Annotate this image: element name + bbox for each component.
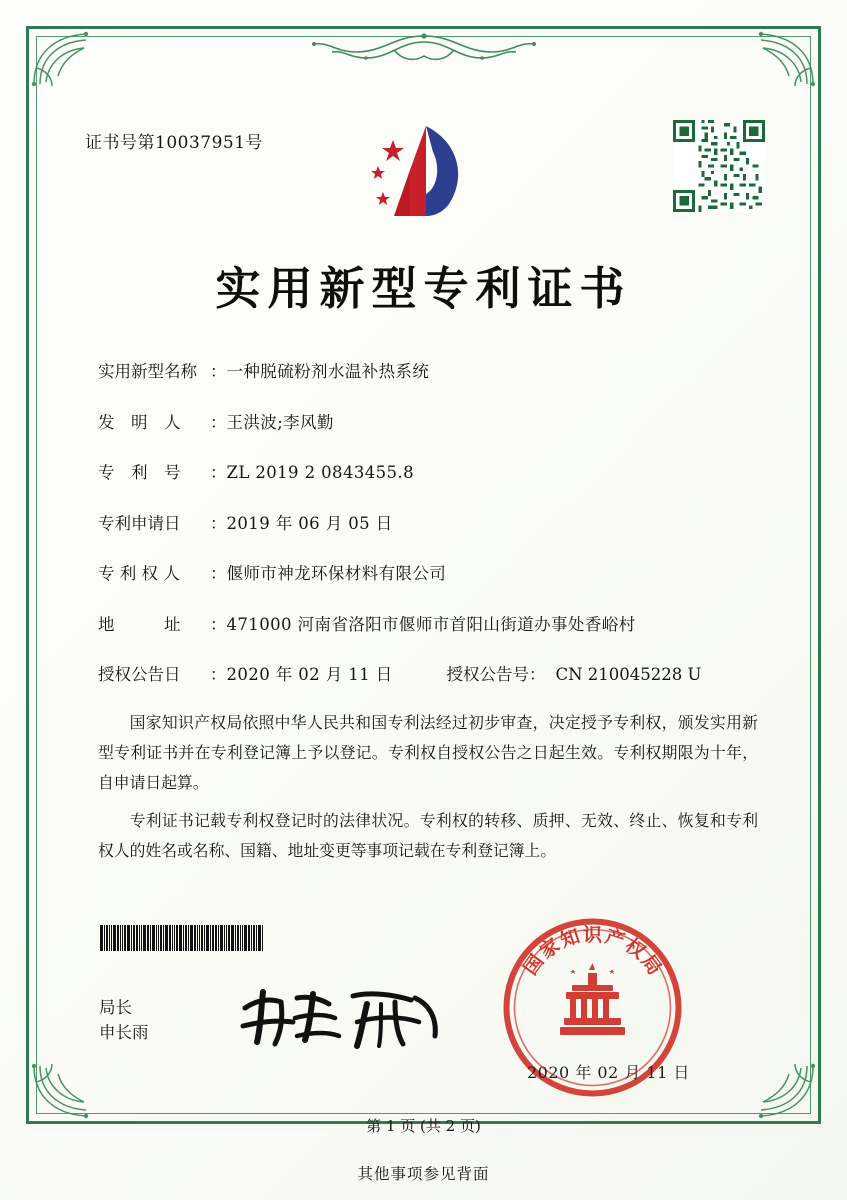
cnipa-logo-icon [363,118,485,226]
legal-paragraph-1: 国家知识产权局依照中华人民共和国专利法经过初步审查，决定授予专利权，颁发实用新型专利证书并在专利登记簿上予以登记。专利权自授权公告之日起生效。专利权期限为十年，自申请日起算。 [98,713,758,792]
field-value: 偃师市神龙环保材料有限公司 [226,564,447,583]
field-colon: ： [210,564,227,583]
field-label: 发 明 人 [98,412,181,432]
field-colon: ： [210,614,227,634]
certificate-number: 证书号第10037951号 [85,133,264,153]
svg-text:知: 知 [557,925,583,952]
field-value: ZL 2019 2 0843455.8 [226,463,414,482]
page-footer: 第 1 页 (共 2 页) [366,1117,481,1135]
field-label: 专利申请日 [98,513,181,533]
svg-text:国: 国 [519,950,549,980]
field-value: 2019 年 06 月 05 日 [226,513,393,533]
director-title-label: 局长 [99,998,132,1017]
field-value: 一种脱硫粉剂水温补热系统 [226,362,430,381]
field-label: 授权公告日 [98,665,181,684]
back-note: 其他事项参见背面 [357,1165,490,1183]
corner-ornament-bottom-left [28,1060,102,1122]
field-colon: ： [210,665,227,684]
field-label: 地 址 [98,614,181,634]
field-label: 专 利 权 人 [98,564,180,583]
svg-text:识: 识 [582,924,603,946]
legal-text [98,708,758,874]
field-colon: ： [210,463,227,482]
page-title: 实用新型专利证书 [215,262,632,315]
field-row-invention-name [98,358,758,382]
field-colon: ： [210,513,227,533]
field-row-patentee [98,560,758,584]
seal-date: 2020 年 02 月 11 日 [527,1063,690,1082]
field-value: 2020 年 02 月 11 日 [226,665,393,684]
field-row-patent-number [98,459,758,483]
signature-labels [99,995,149,1045]
field-row-inventor [98,409,758,433]
svg-text:产: 产 [602,925,628,952]
field-label: 专 利 号 [98,463,181,482]
svg-text:局: 局 [636,950,666,980]
field-value: 471000 河南省洛阳市偃师市首阳山街道办事处香峪村 [226,614,636,634]
field-row-application-date [98,510,758,534]
qr-code-icon [673,120,765,212]
corner-ornament-bottom-right [745,1060,819,1122]
corner-ornament-top-left [28,28,102,90]
corner-ornament-top-right [745,28,819,90]
certificate-fields [98,358,758,712]
field-colon: ： [210,412,227,432]
field-sublabel: 授权公告号： [446,665,546,684]
top-flourish-ornament [244,30,604,74]
field-subvalue: CN 210045228 U [555,665,702,684]
director-name-label: 申长雨 [99,1023,149,1042]
svg-text:家: 家 [535,934,565,964]
barcode-icon [100,925,322,951]
field-row-address [98,611,758,635]
field-colon: ： [210,362,227,381]
field-row-grant-announcement [98,661,758,685]
handwritten-signature [235,982,450,1052]
svg-text:权: 权 [620,934,650,964]
field-label: 实用新型名称 [98,362,197,381]
legal-paragraph-2: 专利证书记载专利权登记时的法律状况。专利权的转移、质押、无效、终止、恢复和专利权人的姓名或名称、国籍、地址变更等事项记载在专利登记簿上。 [98,811,758,860]
field-value: 王洪波;李风勤 [226,412,334,432]
